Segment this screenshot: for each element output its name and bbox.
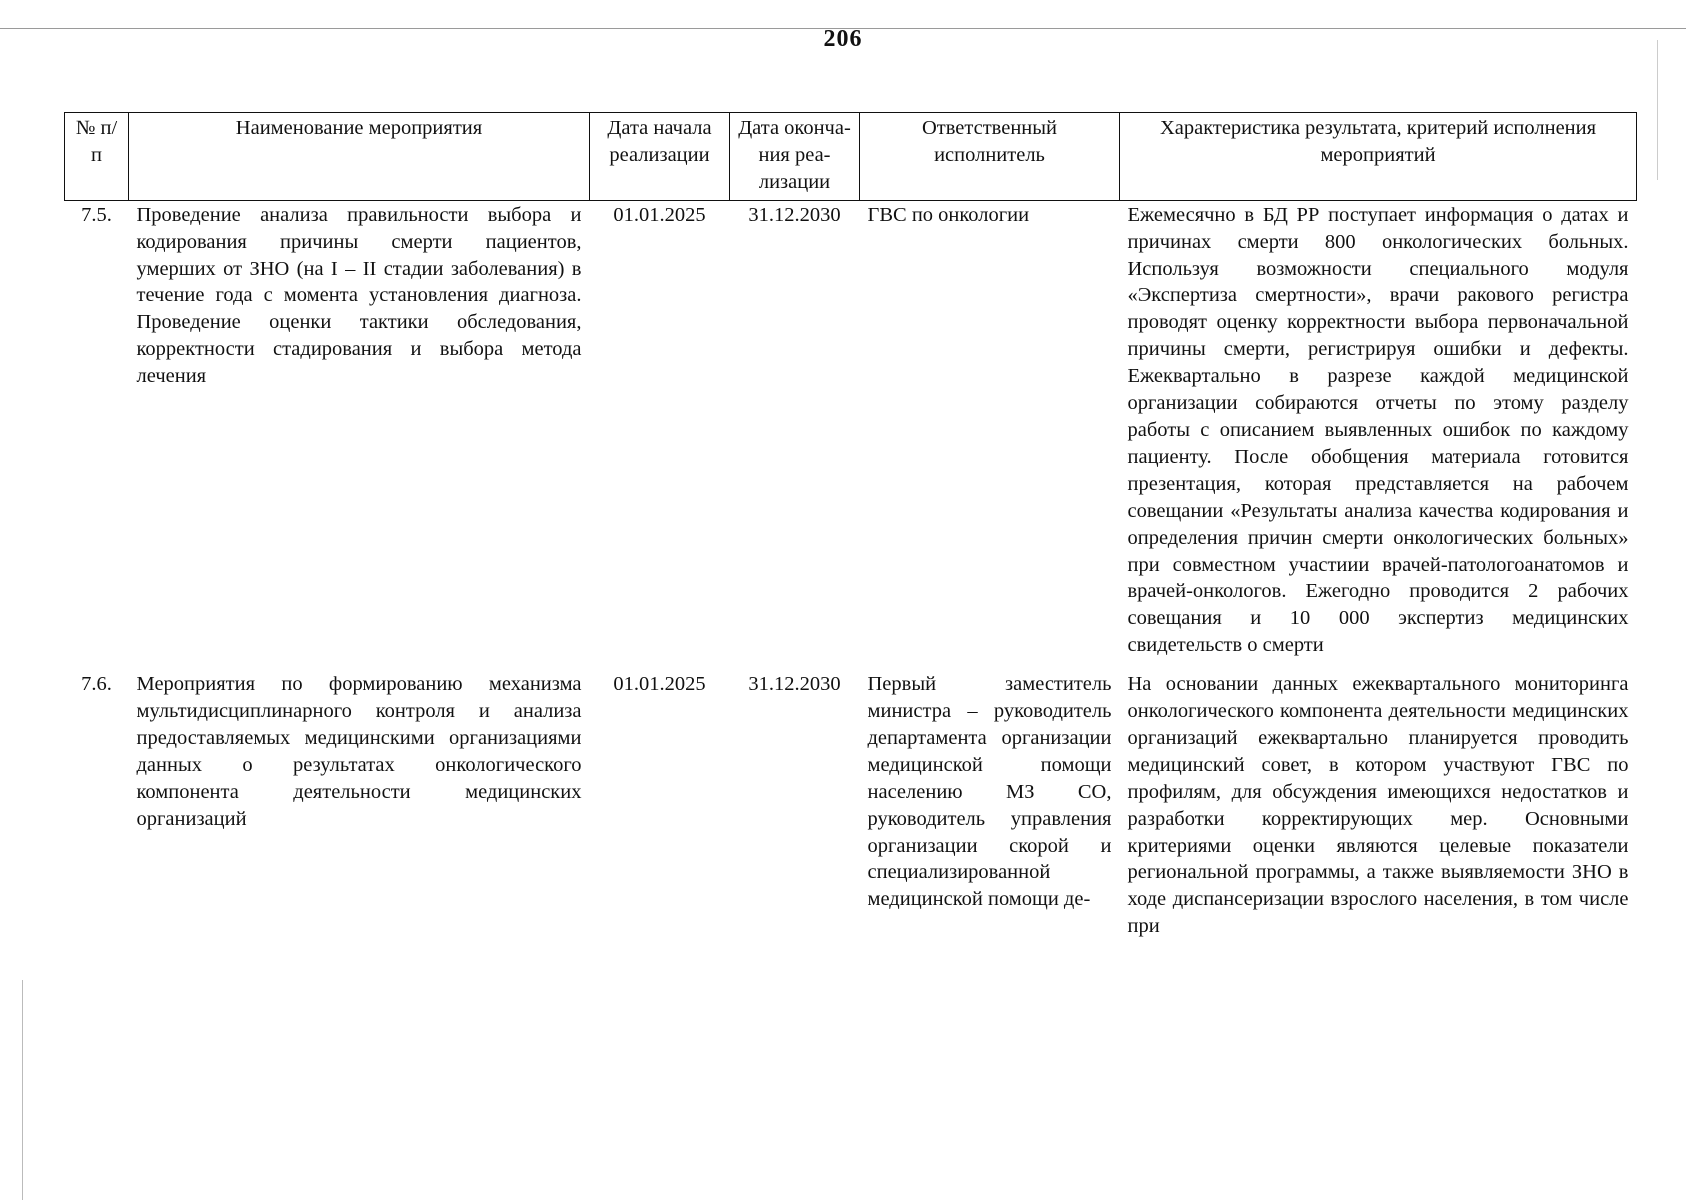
header-end-date: Дата оконча-ния реа-лизации: [730, 113, 860, 201]
header-responsible: Ответственный исполнитель: [860, 113, 1120, 201]
row-spacer: [65, 659, 1637, 670]
row-event-name: Мероприятия по формированию механизма мультидисциплинарного контроля и анализа предоставляемых медицинскими организациями данных о результатах онкологического компонента деятельности медицинских организаций: [136, 673, 582, 830]
row-end-date: 31.12.2030: [748, 203, 841, 226]
table-header-row: [65, 113, 1637, 201]
table-row: [65, 670, 1637, 940]
table-row: [65, 200, 1637, 659]
scan-margin-line: [22, 980, 23, 1200]
row-event-name: Проведение анализа правильности выбора и кодирования причины смерти пациентов, умерших от ЗНО (на I – II стадии заболевания) в течение года с момента установления диагноза. Проведение оценки тактики обследования, корректности стадирования и выбора метода лечения: [136, 203, 582, 388]
header-number: № п/п: [65, 113, 129, 201]
row-number: 7.6.: [81, 673, 112, 696]
row-start-date: 01.01.2025: [613, 203, 706, 226]
row-start-date: 01.01.2025: [613, 673, 706, 696]
header-result: Характеристика результата, критерий исполнения мероприятий: [1120, 113, 1637, 201]
scan-margin-line: [1657, 40, 1658, 180]
row-responsible: Первый заместитель министра – руководитель департамента организации медицинской помощи населению МЗ СО, руководитель управления организации скорой и специализированной медицинской помощи де-: [867, 673, 1112, 911]
header-event-name: Наименование мероприятия: [129, 113, 590, 201]
row-result: На основании данных ежеквартального мониторинга онкологического компонента деятельности медицинских организаций ежеквартально планируется проводить медицинский совет, в котором участвуют ГВС по профилям, для обсуждения имеющихся недостатков и разработки корректирующих мер. Основными критериями оценки являются целевые показатели региональной программы, а также выявляемости ЗНО в ходе диспансеризации взрослого населения, в том числе при: [1127, 673, 1629, 938]
page-number: 206: [823, 26, 863, 52]
row-end-date: 31.12.2030: [748, 673, 841, 696]
header-start-date: Дата начала реализации: [590, 113, 730, 201]
row-result: Ежемесячно в БД РР поступает информация о датах и причинах смерти 800 онкологических больных. Используя возможности специального модуля «Экспертиза смертности», врачи ракового регистра проводят оценку корректности выбора первоначальной причины смерти, регистрируя ошибки и дефекты. Ежеквартально в разрезе каждой медицинской организации собираются отчеты по этому разделу работы с описанием выявленных ошибок по каждому пациенту. После обобщения материала готовится презентация, которая представляется на рабочем совещании «Результаты анализа качества кодирования и определения причин смерти онкологических больных» при совместном участиии врачей-патологоанатомов и врачей-онкологов. Ежегодно проводится 2 рабочих совещания и 10 000 экспертиз медицинских свидетельств о смерти: [1127, 203, 1629, 657]
row-responsible: ГВС по онкологии: [867, 203, 1030, 226]
measures-table: [64, 112, 1637, 940]
row-number: 7.5.: [81, 203, 112, 226]
